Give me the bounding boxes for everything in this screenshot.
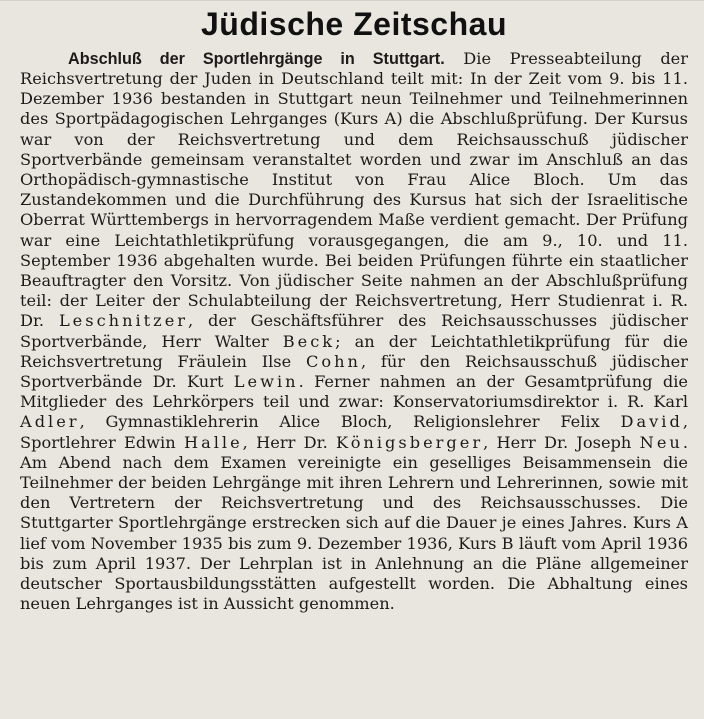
article-body bbox=[20, 49, 688, 615]
spaced-name: Leschnitzer bbox=[58, 311, 189, 331]
spaced-name: Cohn bbox=[305, 351, 361, 371]
text-run: , Gymnastiklehrerin Alice Bloch, Religionslehrer Felix bbox=[79, 412, 621, 432]
text-run: , Sportlehrer Edwin bbox=[20, 412, 688, 452]
spaced-name: Beck bbox=[282, 331, 336, 351]
spaced-name: Adler bbox=[20, 412, 80, 432]
text-run: . Ferner nahmen an der Gesamtprüfung die Mitglieder des Lehrkörpers teil und zwar: Konservatoriumsdirektor i. R. Karl bbox=[20, 372, 688, 412]
page-edge bbox=[0, 0, 704, 1]
spaced-name: David bbox=[620, 412, 683, 432]
spaced-name: Lewin bbox=[233, 372, 299, 392]
article-text bbox=[20, 49, 688, 613]
text-run: , für den Reichsausschuß jüdischer Sportverbände Dr. Kurt bbox=[20, 351, 688, 392]
section-masthead: Jüdische Zeitschau bbox=[201, 6, 507, 42]
text-run: , Herr Dr. Joseph bbox=[483, 432, 640, 452]
text-run: ; an der Leichtathletikprüfung für die Reichsvertretung Fräulein Ilse bbox=[20, 331, 689, 371]
text-run: Die Presseabteilung der Reichsvertretung der Juden in Deutschland teilt mit: In der Zeit vom 9. bis 11. Dezember 1936 bestanden in Stuttgart neun Teilnehmer und Teilnehmerinnen des Sportpädagogischen Lehrganges (Kurs A) die Abschlußprüfung. Der Kursus war von der Reichsvertretung und dem Reichsausschuß jüdischer Sportverbände gemeinsam veranstaltet worden und zwar im Anschluß an das Orthopädisch-gymnastische Institut von Frau Alice Bloch. Um das Zustandekommen und die Durchführung des Kursus hat sich der Israelitische Oberrat Württembergs in hervorragendem Maße verdient gemacht. Der Prüfung war eine Leichtathletikprüfung vorausgegangen, die am 9., 10. und 11. September 1936 abgehalten wurde. Bei beiden Prüfungen führte ein staatlicher Beauftragter den Vorsitz. Von jüdischer Seite nahmen an der Abschlußprüfung teil: der Leiter der Schulabteilung der Reichsvertretung, Herr Studienrat i. R. Dr. bbox=[20, 48, 688, 331]
spaced-name: Halle bbox=[183, 432, 243, 452]
spaced-name: Königsberger bbox=[336, 432, 484, 452]
text-run: . Am Abend nach dem Examen vereinigte ein geselliges Beisammensein die Teilnehmer der beiden Lehrgänge mit ihren Lehrern und Lehrerinnen, sowie mit den Vertretern der Reichsvertretung und des Reichsausschusses. Die Stuttgarter Sportlehrgänge erstrecken sich auf die Dauer je eines Jahres. Kurs A lief vom November 1935 bis zum 9. Dezember 1936, Kurs B läuft vom April 1936 bis zum April 1937. Der Lehrplan ist in Anlehnung an die Pläne allgemeiner deutscher Sportausbildungsstätten aufgestellt worden. Die Abhaltung eines neuen Lehrganges ist in Aussicht genommen. bbox=[20, 432, 688, 614]
text-run: , Herr Dr. bbox=[242, 432, 337, 452]
spaced-name: Neu bbox=[639, 432, 683, 452]
article-headline: Abschluß der Sportlehrgänge in Stuttgart. bbox=[68, 49, 445, 68]
text-run: , der Geschäftsführer des Reichsausschusses jüdischer Sportverbände, Herr Walter bbox=[20, 311, 688, 351]
